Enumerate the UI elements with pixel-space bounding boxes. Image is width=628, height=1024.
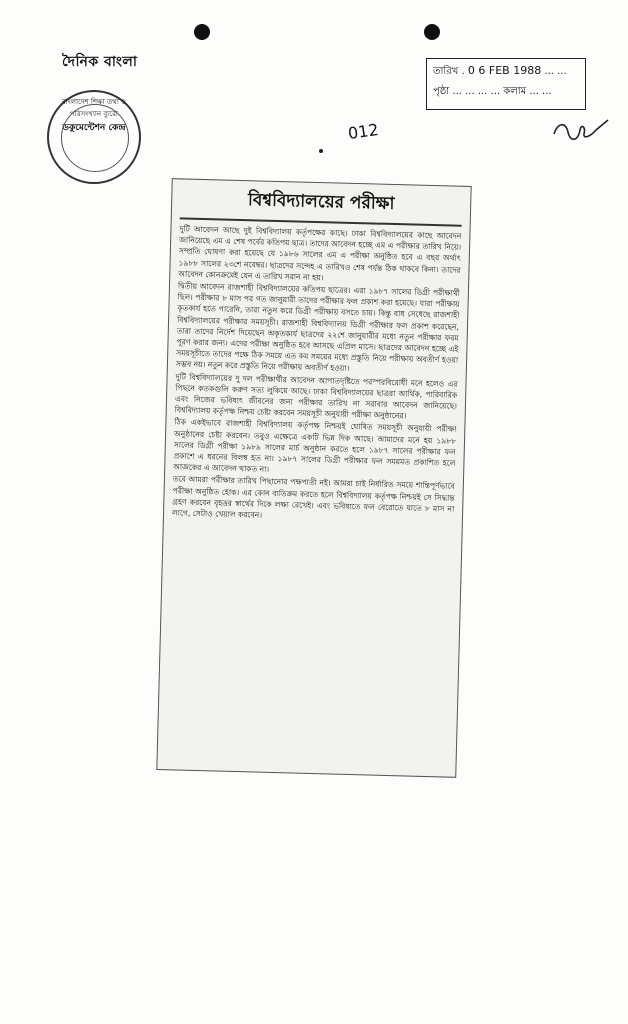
newspaper-clipping [156,178,471,778]
documentation-seal [47,90,141,184]
date-label: তারিখ [433,66,459,77]
ink-dot [319,149,323,153]
seal-ring-text: বাংলাদেশ শিক্ষা তথ্য ও পরিসংখ্যান ব্যুরো [61,98,127,118]
punch-hole-right [424,24,440,40]
clipping-paragraph: তবে আমরা পরীক্ষার তারিখ পিছানোর পক্ষপাতী নই। আমরা চাই নির্ধারিত সময়ে শান্তিপূর্ণভাবে পরীক্ষা অনুষ্ঠিত হোক। এর কোন ব্যতিক্রম করতে হলে বিশ্ববিদ্যালয় কর্তৃপক্ষ নিশ্চয়ই সে সিদ্ধান্ত গ্রহণ করবেন বৃহত্তর স্বার্থের দিকে লক্ষ্য রেখেই। এবং ভবিষ্যতে ফল বেরোতে যাতে ৮ মাস না লাগে, সেটাও খেয়াল করবেন। [171,474,455,520]
clipping-paragraph: দুটি আবেদন আছে দুই বিশ্ববিদ্যালয় কর্তৃপক্ষের কাছে। ঢাকা বিশ্ববিদ্যালয়ের কাছে আবেদন জানিয়েছে এম এ শেষ পর্বের কতিপয় ছাত্র। তাদের আবেদন হচ্ছে এম এ পরীক্ষার তারিখ নিয়ে। সম্প্রতি ঘোষণা করা হয়েছে যে ১৯৮৬ সালের এম এ পরীক্ষা অনুষ্ঠিত হবে এ বছর অর্থাৎ ১৯৮৮ সালের ২৩শে নবেম্বর। ছাত্রদের সন্দেহ এ তারিখও শেষ পর্যন্ত ঠিক থাকবে কিনা। তাদের আবেদন কোনক্রমেই যেন এ তারিখ সরান না হয়। [178,224,462,282]
punch-hole-left [194,24,210,40]
seal-inner-ring [61,104,129,172]
page-row: পৃষ্ঠা ... ... ... ... কলাম ... ... [433,86,552,97]
clipping-headline: বিশ্ববিদ্যালয়ের পরীক্ষা [180,185,463,226]
date-stamp [426,58,586,110]
page-number: 012 [346,119,380,144]
clipping-paragraph: দুটি বিশ্ববিদ্যালয়ের দু দল পরীক্ষার্থীর আবেদন আপাতদৃষ্টিতে পরস্পরবিরোধী মনে হলেও এর পিছনে কতকগুলি করুণ সত্য লুকিয়ে আছে। ঢাকা বিশ্ববিদ্যালয়ের ছাত্ররা আর্থিক, পারিবারিক এবং নিজের ভবিষ্যৎ জীবনের জন্য পরীক্ষার তারিখ না সরাবার আবেদন জানিয়েছে। বিশ্ববিদ্যালয় কর্তৃপক্ষ নিশ্চয় চেষ্টা করবেন সময়সূচী অনুযায়ী পরীক্ষা অনুষ্ঠানের। [174,371,458,421]
date-row: তারিখ . 0 6 FEB 1988 ... ... [433,64,567,77]
signature-mark [550,112,612,152]
date-value: 0 6 FEB 1988 [467,64,542,77]
newspaper-name: দৈনিক বাংলা [62,54,138,70]
clipping-paragraph: ঠিক একইভাবে রাজশাহী বিশ্ববিদ্যালয় কর্তৃপক্ষ নিশ্চয়ই ঘোষিত সময়সূচী অনুযায়ী পরীক্ষা অনুষ্ঠানের চেষ্টা করবেন। তবুও এক্ষেত্রে একটি ভিন্ন দিক আছে। আমাদের মনে হয় ১৯৮৮ সালের ডিগ্রী পরীক্ষা ১৯৮৯ সালের মার্চ অনুষ্ঠান করতে হলে ১৯৮৭ সালের পরীক্ষার ফল প্রকাশে এ ধরনের বিলম্ব হত না। ১৯৮৭ সালের ডিগ্রী পরীক্ষার ফল সময়মত প্রকাশিত হলে আজকের এ আবেদন থাকত না। [173,417,457,475]
seal-center-text: ডকুমেন্টেশন কেন্দ্র [62,123,126,133]
page-label: পৃষ্ঠা [433,86,450,97]
column-label: কলাম [503,86,527,97]
clipping-paragraph: দ্বিতীয় আবেদন রাজশাহী বিশ্ববিদ্যালয়ের কতিপয় ছাত্রের। এরা ১৯৮৭ সালের ডিগ্রী পরীক্ষার্থী ছিল। পরীক্ষার ৮ মাস পর গত জানুয়ারী তাদের পরীক্ষার ফল প্রকাশ করা হয়েছে। যারা পরীক্ষায় কৃতকার্য হতে পারেনি, তারা নতুন করে ডিগ্রী পরীক্ষায় বসতে চায়। কিন্তু বাধ সেধেছে রাজশাহী বিশ্ববিদ্যালয়ের পরীক্ষার সময়সূচী। রাজশাহী বিশ্ববিদ্যালয় ডিগ্রী পরীক্ষার ফল প্রকাশ করেছেন, তারা তাদের নির্দেশ দিয়েছেন অকৃতকার্য ছাত্রদের ২২শে জানুয়ারীর মধ্যে নতুন পরীক্ষার ফরম পূরণ করার জন্য। এদের পরীক্ষা অনুষ্ঠিত হবে আসছে এপ্রিল মাসে। ছাত্রদের আবেদন হচ্ছে এই সময়সূচীতে তাদের পক্ষে ঠিক সময়ে এত কম সময়ের মধ্যে প্রস্তুতি নিয়ে পরীক্ষায় অবতীর্ণ হওয়া সম্ভব নয়। নতুন করে প্রস্তুতি নিয়ে পরীক্ষায় অবতীর্ণ হওয়া। [175,281,461,374]
